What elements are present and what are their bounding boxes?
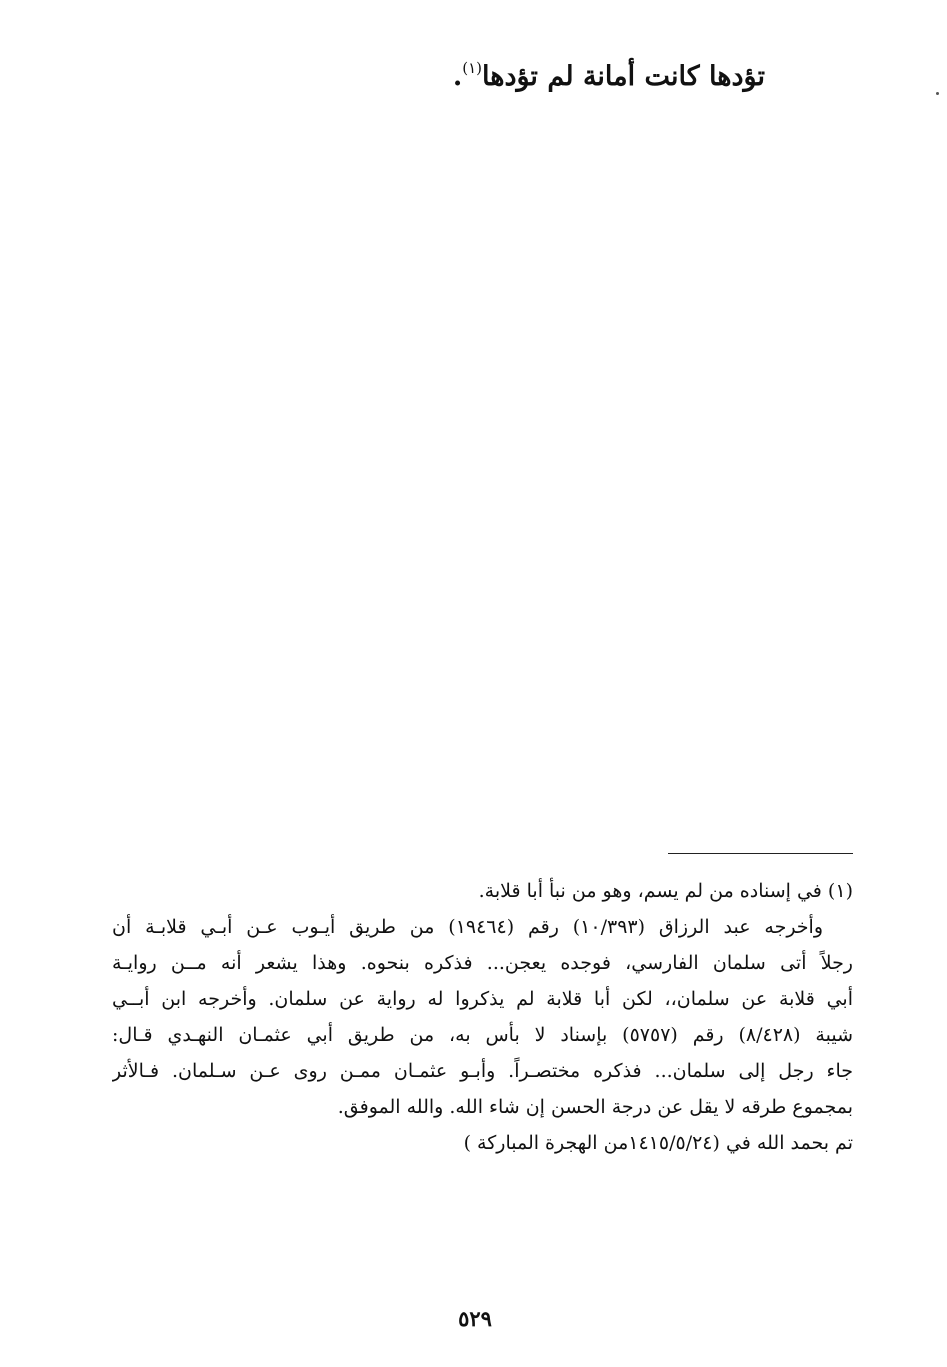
footnote-line: رجلاً أتى سلمان الفارسي، فوجده يعجن... فذكره بنحوه. وهذا يشعر أنه مــن روايـة: [112, 952, 853, 974]
footnotes-block: [112, 873, 853, 1161]
footnote-line: بمجموع طرقه لا يقل عن درجة الحسن إن شاء الله. والله الموفق.: [337, 1096, 853, 1118]
main-text-body: تؤدها كانت أمانة لم تؤدها: [482, 61, 765, 92]
footnote-line: شيبة (٨/٤٢٨) رقم (٥٧٥٧) بإسناد لا بأس به، من طريق أبي عثمـان النهـدي قـال:: [112, 1024, 853, 1046]
footnote-line: (١) في إسناده من لم يسم، وهو من نبأ أبا قلابة.: [478, 880, 853, 902]
main-text-period: .: [452, 61, 463, 92]
footnote-line: جاء رجل إلى سلمان... فذكره مختصـراً. وأبـو عثمـان ممـن روى عـن سـلمان. فـالأثر: [112, 1060, 853, 1082]
footnote-reference: (١): [462, 59, 482, 77]
margin-mark: [936, 92, 939, 95]
footnote-line: أبي قلابة عن سلمان،، لكن أبا قلابة لم يذكروا له رواية عن سلمان. وأخرجه ابن أبــي: [112, 988, 853, 1010]
completion-note: تم بحمد الله في (١٤١٥/٥/٢٤من الهجرة المباركة ): [463, 1132, 853, 1154]
footnote-line: وأخرجه عبد الرزاق (١٠/٣٩٣) رقم (١٩٤٦٤) من طريق أيـوب عـن أبـي قلابـة أن: [112, 916, 824, 938]
main-text-line: [453, 58, 765, 96]
footnote-separator: [668, 853, 853, 854]
page-number: ٥٢٩: [458, 1306, 492, 1331]
